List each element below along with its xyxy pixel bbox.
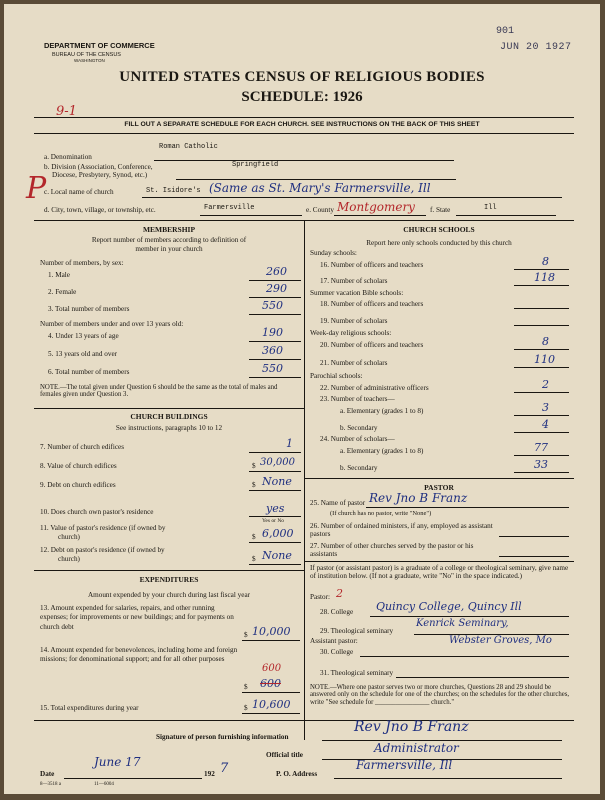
church-name-label: c. Local name of church — [44, 188, 114, 196]
form-subtitle: SCHEDULE: 1926 — [241, 89, 363, 105]
q17-value: 118 — [534, 271, 555, 284]
q17-line — [514, 285, 569, 286]
q19-line — [514, 325, 569, 326]
by-sex-label: Number of members, by sex: — [40, 259, 124, 267]
q18-label: 18. Number of officers and teachers — [320, 300, 424, 308]
q22-label: 22. Number of administrative officers — [320, 384, 429, 392]
q29-value-2: Webster Groves, Mo — [449, 635, 552, 646]
sunday-label: Sunday schools: — [310, 249, 357, 257]
q15-value: 10,600 — [252, 698, 291, 711]
expenditures-rule — [34, 570, 304, 571]
q2-label: 2. Female — [48, 288, 77, 296]
q19-label: 19. Number of scholars — [320, 317, 388, 325]
q12-label: 12. Debt on pastor's residence (if owned by — [40, 546, 165, 554]
denomination-value: Roman Catholic — [159, 143, 218, 151]
bottom-rule — [34, 720, 574, 721]
bureau-name: BUREAU OF THE CENSUS — [52, 52, 121, 58]
state-line — [456, 215, 556, 216]
q25-label: 25. Name of pastor — [310, 499, 366, 507]
q1-value: 260 — [266, 265, 287, 278]
q25-line — [366, 507, 569, 508]
q14-dollar: $ — [244, 683, 248, 691]
q6-value: 550 — [262, 362, 283, 375]
q31-line — [396, 677, 569, 678]
q12-line — [249, 564, 301, 565]
column-divider — [304, 220, 305, 740]
q8-value: 30,000 — [260, 457, 295, 468]
q30-line — [360, 656, 569, 657]
q22-line — [514, 392, 569, 393]
yes-no-hint: Yes or No — [262, 518, 285, 524]
q5-line — [249, 359, 301, 360]
date-label: Date — [40, 770, 55, 778]
buildings-rule — [34, 408, 304, 409]
age-heading: Number of members under and over 13 years old: — [40, 320, 184, 328]
q23-label: 23. Number of teachers— — [320, 395, 395, 403]
q16-value: 8 — [542, 255, 549, 268]
header-rule — [34, 117, 574, 118]
date-line — [64, 778, 202, 779]
q5-label: 5. 13 years old and over — [48, 350, 118, 358]
q7-line — [249, 452, 301, 453]
q15-dollar: $ — [244, 704, 248, 712]
q26-line — [499, 536, 569, 537]
q31-label: 31. Theological seminary — [320, 669, 394, 677]
denomination-label: a. Denomination — [44, 153, 92, 161]
expenditures-heading: EXPENDITURES — [139, 575, 199, 584]
q24b-line — [514, 472, 569, 473]
q12-dollar: $ — [252, 555, 256, 563]
church-name-value: St. Isidore's — [146, 187, 201, 195]
q8-label: 8. Value of church edifices — [40, 462, 117, 470]
graduate-instruction: If pastor (or assistant pastor) is a graduate of a college or theological seminary, give name of institution below. (If not a graduate, write "No" in the space indicated.) — [310, 564, 569, 580]
bureau-city: WASHINGTON — [74, 58, 105, 63]
schools-heading: CHURCH SCHOOLS — [403, 225, 475, 234]
church-name-handwritten: (Same as St. Mary's Farmersville, Ill — [209, 181, 431, 195]
q3-line — [249, 314, 301, 315]
q23b-value: 4 — [542, 418, 549, 431]
po-address-label: P. O. Address — [276, 770, 318, 778]
q9-value: None — [262, 475, 292, 488]
q16-label: 16. Number of officers and teachers — [320, 261, 424, 269]
q7-label: 7. Number of church edifices — [40, 443, 125, 451]
q5-value: 360 — [262, 344, 283, 357]
q26-label: 26. Number of ordained ministers, if any, employed as assistant pastors — [310, 522, 493, 538]
q11-dollar: $ — [252, 533, 256, 541]
q28-line — [370, 616, 569, 617]
q11-label: 11. Value of pastor's residence (if owned by — [40, 524, 166, 532]
q21-value: 110 — [534, 353, 555, 366]
q15-line — [242, 713, 300, 714]
q16-line — [514, 269, 569, 270]
form-title: UNITED STATES CENSUS OF RELIGIOUS BODIES — [119, 69, 485, 85]
county-line — [334, 215, 426, 216]
q13-line — [242, 640, 300, 641]
city-label: d. City, town, village, or township, etc. — [44, 206, 156, 214]
q4-value: 190 — [262, 326, 283, 339]
q11-label-2: church) — [58, 533, 80, 541]
pastor-sub-label: Pastor: — [310, 593, 330, 601]
q20-value: 8 — [542, 335, 549, 348]
q24a-label: a. Elementary (grades 1 to 8) — [340, 447, 424, 455]
q3-value: 550 — [262, 299, 283, 312]
q11-line — [249, 542, 301, 543]
q6-line — [249, 377, 301, 378]
q9-label: 9. Debt on church edifices — [40, 481, 116, 489]
q23b-label: b. Secondary — [340, 424, 378, 432]
instruction-line: FILL OUT A SEPARATE SCHEDULE FOR EACH CHURCH. SEE INSTRUCTIONS ON THE BACK OF THIS SHEET — [124, 121, 480, 128]
parochial-label: Parochial schools: — [310, 372, 363, 380]
graduate-rule — [304, 561, 574, 562]
assistant-label: Assistant pastor: — [310, 637, 358, 645]
q20-line — [514, 349, 569, 350]
q4-line — [249, 341, 301, 342]
print-number: 11—6004 — [94, 782, 114, 787]
q15-label: 15. Total expenditures during year — [40, 704, 139, 712]
q14-line — [242, 692, 300, 693]
schools-sub: Report here only schools conducted by this church — [366, 239, 512, 247]
q27-label: 27. Number of other churches served by the pastor or his assistants — [310, 542, 474, 558]
year-suffix: 7 — [220, 761, 229, 776]
state-label: f. State — [430, 206, 451, 214]
q3-label: 3. Total number of members — [48, 305, 130, 313]
q29-value-1: Kenrick Seminary, — [416, 618, 509, 629]
q2-value: 290 — [266, 282, 287, 295]
q13-value: 10,000 — [252, 625, 291, 638]
state-value: Ill — [484, 204, 497, 212]
buildings-heading: CHURCH BUILDINGS — [130, 412, 208, 421]
q21-line — [514, 367, 569, 368]
q1-line — [249, 280, 301, 281]
q12-value: None — [262, 549, 292, 562]
red-note: 9-1 — [56, 104, 77, 119]
q27-line — [499, 556, 569, 557]
q24b-value: 33 — [534, 458, 548, 471]
q24-label: 24. Number of scholars— — [320, 435, 395, 443]
q25-value: Rev Jno B Franz — [369, 491, 468, 505]
membership-heading: MEMBERSHIP — [142, 225, 196, 234]
po-address-value: Farmersville, Ill — [356, 758, 453, 772]
q10-line — [249, 516, 301, 517]
po-address-line — [334, 778, 562, 779]
q30-label: 30. College — [320, 648, 354, 656]
q23a-label: a. Elementary (grades 1 to 8) — [340, 407, 424, 415]
division-value: Springfield — [232, 161, 279, 169]
membership-note: NOTE.—The total given under Question 6 should be the same as the total of males and females given under Question 3. — [40, 384, 278, 399]
instruction-rule — [34, 133, 574, 134]
q29-label: 29. Theological seminary — [320, 627, 394, 635]
q22-value: 2 — [542, 378, 549, 391]
q8-line — [249, 471, 301, 472]
section-rule — [34, 220, 574, 221]
q21-label: 21. Number of scholars — [320, 359, 388, 367]
q20-label: 20. Number of officers and teachers — [320, 341, 424, 349]
q24a-value: 77 — [534, 441, 548, 454]
q13-label: 13. Amount expended for salaries, repairs, and other running expenses; for improvements or new buildings; and for payments on church debt — [40, 604, 234, 631]
division-label-2: Diocese, Presbytery, Synod, etc.) — [52, 171, 148, 179]
dept-name: DEPARTMENT OF COMMERCE — [44, 41, 155, 50]
q14-label: 14. Amount expended for benevolences, including home and foreign missions; for denominational support; and for all other purposes — [40, 646, 238, 664]
year-prefix: 192 — [204, 770, 215, 778]
q10-label: 10. Does church own pastor's residence — [40, 508, 154, 516]
q28-value: Quincy College, Quincy Ill — [376, 600, 522, 613]
county-label: e. County — [306, 206, 334, 214]
q24b-label: b. Secondary — [340, 464, 378, 472]
summer-label: Summer vacation Bible schools: — [310, 289, 404, 297]
city-value: Farmersville — [204, 204, 255, 212]
membership-intro-2: member in your church — [135, 245, 203, 253]
denomination-line — [154, 160, 454, 161]
date-value: June 17 — [94, 755, 141, 769]
q17-label: 17. Number of scholars — [320, 277, 388, 285]
expenditures-sub: Amount expended by your church during last fiscal year — [87, 591, 251, 599]
q18-line — [514, 308, 569, 309]
county-value: Montgomery — [337, 200, 415, 214]
q24a-line — [514, 455, 569, 456]
q23a-value: 3 — [542, 401, 549, 414]
title-label: Official title — [266, 751, 303, 759]
stamp-number: 901 — [496, 26, 515, 37]
q25-hint: (If church has no pastor, write "None") — [330, 510, 432, 517]
q9-dollar: $ — [252, 481, 256, 489]
q12-label-2: church) — [58, 555, 80, 563]
q14-red-value: 600 — [262, 663, 282, 674]
q9-line — [249, 490, 301, 491]
q14-value: 600 — [260, 677, 281, 690]
q28-label: 28. College — [320, 608, 354, 616]
q11-value: 6,000 — [262, 527, 294, 540]
q10-value: yes — [266, 502, 285, 515]
signature-value: Rev Jno B Franz — [354, 719, 469, 735]
church-name-line — [142, 197, 562, 198]
city-line — [200, 215, 302, 216]
q6-label: 6. Total number of members — [48, 368, 130, 376]
q2-line — [249, 297, 301, 298]
division-label: b. Division (Association, Conference, — [44, 163, 153, 171]
membership-intro-1: Report number of members according to definition of — [91, 236, 247, 244]
census-schedule-page — [4, 4, 600, 794]
division-line — [176, 179, 456, 180]
q13-dollar: $ — [244, 631, 248, 639]
red-pastor-mark: 2 — [336, 587, 343, 600]
signature-label: Signature of person furnishing information — [156, 733, 289, 741]
weekday-label: Week-day religious schools: — [310, 329, 392, 337]
pastor-note: NOTE.—Where one pastor serves two or more churches, Questions 28 and 29 should be answered only on the schedule for one of the churches; on the schedules for the other churches, write "See schedule for ________________ church." — [310, 684, 570, 706]
pastor-heading: PASTOR — [424, 483, 454, 492]
q4-label: 4. Under 13 years of age — [48, 332, 119, 340]
pastor-rule — [304, 478, 574, 479]
q8-dollar: $ — [252, 462, 256, 470]
stamp-date: JUN 20 1927 — [500, 42, 572, 53]
q23a-line — [514, 415, 569, 416]
q1-label: 1. Male — [48, 271, 70, 279]
q23b-line — [514, 432, 569, 433]
red-check-mark: P — [26, 171, 47, 206]
form-number: 8—3518 a — [40, 782, 61, 787]
buildings-sub: See instructions, paragraphs 10 to 12 — [115, 424, 223, 432]
q7-value: 1 — [286, 437, 293, 450]
title-value: Administrator — [374, 741, 459, 755]
